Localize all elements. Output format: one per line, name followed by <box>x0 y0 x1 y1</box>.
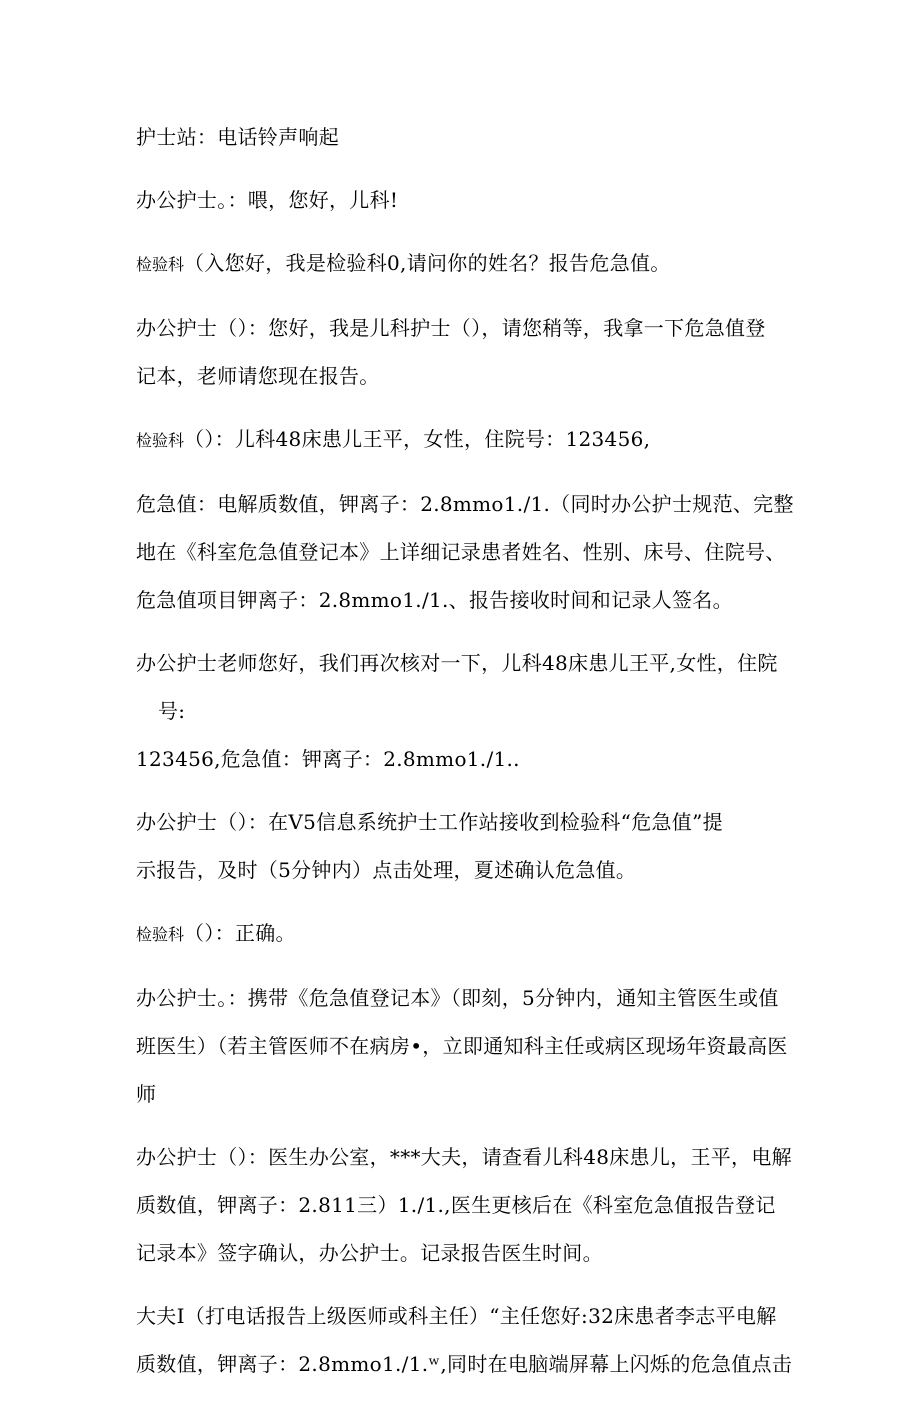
paragraph-12 <box>136 1292 796 1388</box>
speaker-label: 检验科 <box>136 925 185 944</box>
paragraph-6-line-3: 危急值项目钾离子：2.8mmo1./1.、报告接收时间和记录人签名。 <box>136 588 733 612</box>
paragraph-4-line-2: 记本，老师请您现在报告。 <box>136 364 380 388</box>
paragraph-10 <box>136 974 796 1118</box>
paragraph-4 <box>136 304 796 400</box>
paragraph-8 <box>136 798 796 894</box>
paragraph-9-text: （）：正确。 <box>184 921 296 945</box>
document-body <box>136 113 796 1403</box>
paragraph-11 <box>136 1133 796 1277</box>
paragraph-11-line-1: 办公护士（）：医生办公室，***大夫，请查看儿科48床患儿，王平，电解 <box>136 1145 792 1169</box>
paragraph-10-line-1: 办公护士。：携带《危急值登记本》（即刻，5分钟内，通知主管医生或值 <box>136 986 779 1010</box>
paragraph-6 <box>136 480 796 624</box>
paragraph-1-line-1: 护士站：电话铃声响起 <box>136 125 339 149</box>
paragraph-7-line-2: 123456,危急值：钾离子：2.8mmo1./1.. <box>136 747 520 771</box>
paragraph-8-line-1: 办公护士（）：在V5信息系统护士工作站接收到检验科“危急值”提 <box>136 810 723 834</box>
paragraph-3-text: （入您好，我是检验科0,请问你的姓名？报告危急值。 <box>184 251 671 275</box>
paragraph-2 <box>136 176 796 224</box>
paragraph-4-line-1: 办公护士（）：您好，我是儿科护士（），请您稍等，我拿一下危急值登 <box>136 316 766 340</box>
speaker-label: 检验科 <box>136 255 185 274</box>
paragraph-5 <box>136 415 796 465</box>
paragraph-12-line-1: 大夫I（打电话报告上级医师或科主任）“主任您好:32床患者李志平电解 <box>136 1304 777 1328</box>
paragraph-10-line-2: 班医生）（若主管医师不在病房•，立即通知科主任或病区现场年资最高医 <box>136 1034 788 1058</box>
speaker-label: 检验科 <box>136 431 185 450</box>
paragraph-9 <box>136 909 796 959</box>
paragraph-12-line-2: 质数值，钾离子：2.8mmo1./1.ʷ,同时在电脑端屏幕上闪烁的危急值点击 <box>136 1352 793 1376</box>
paragraph-11-line-3: 记录本》签字确认，办公护士。记录报告医生时间。 <box>136 1241 603 1265</box>
paragraph-3-line-1 <box>136 239 796 289</box>
paragraph-3 <box>136 239 796 289</box>
paragraph-7 <box>136 639 796 783</box>
paragraph-6-line-2: 地在《科室危急值登记本》上详细记录患者姓名、性别、床号、住院号、 <box>136 540 786 564</box>
paragraph-6-line-1: 危急值：电解质数值，钾离子：2.8mmo1./1.（同时办公护士规范、完整 <box>136 492 794 516</box>
paragraph-5-text: （）：儿科48床患儿王平，女性，住院号：123456, <box>184 427 651 451</box>
paragraph-10-line-3: 师 <box>136 1082 157 1106</box>
paragraph-8-line-2: 示报告，及时（5分钟内）点击处理，夏述确认危急值。 <box>136 858 637 882</box>
paragraph-7-line-1: 办公护士老师您好，我们再次核对一下，儿科48床患儿王平,女性，住院号: <box>136 651 778 723</box>
paragraph-5-line-1 <box>136 415 796 465</box>
paragraph-2-line-1: 办公护士。：喂，您好，儿科! <box>136 188 399 212</box>
paragraph-1 <box>136 113 796 161</box>
paragraph-9-line-1 <box>136 909 796 959</box>
paragraph-11-line-2: 质数值，钾离子：2.811三）1./1.,医生更核后在《科室危急值报告登记 <box>136 1193 776 1217</box>
